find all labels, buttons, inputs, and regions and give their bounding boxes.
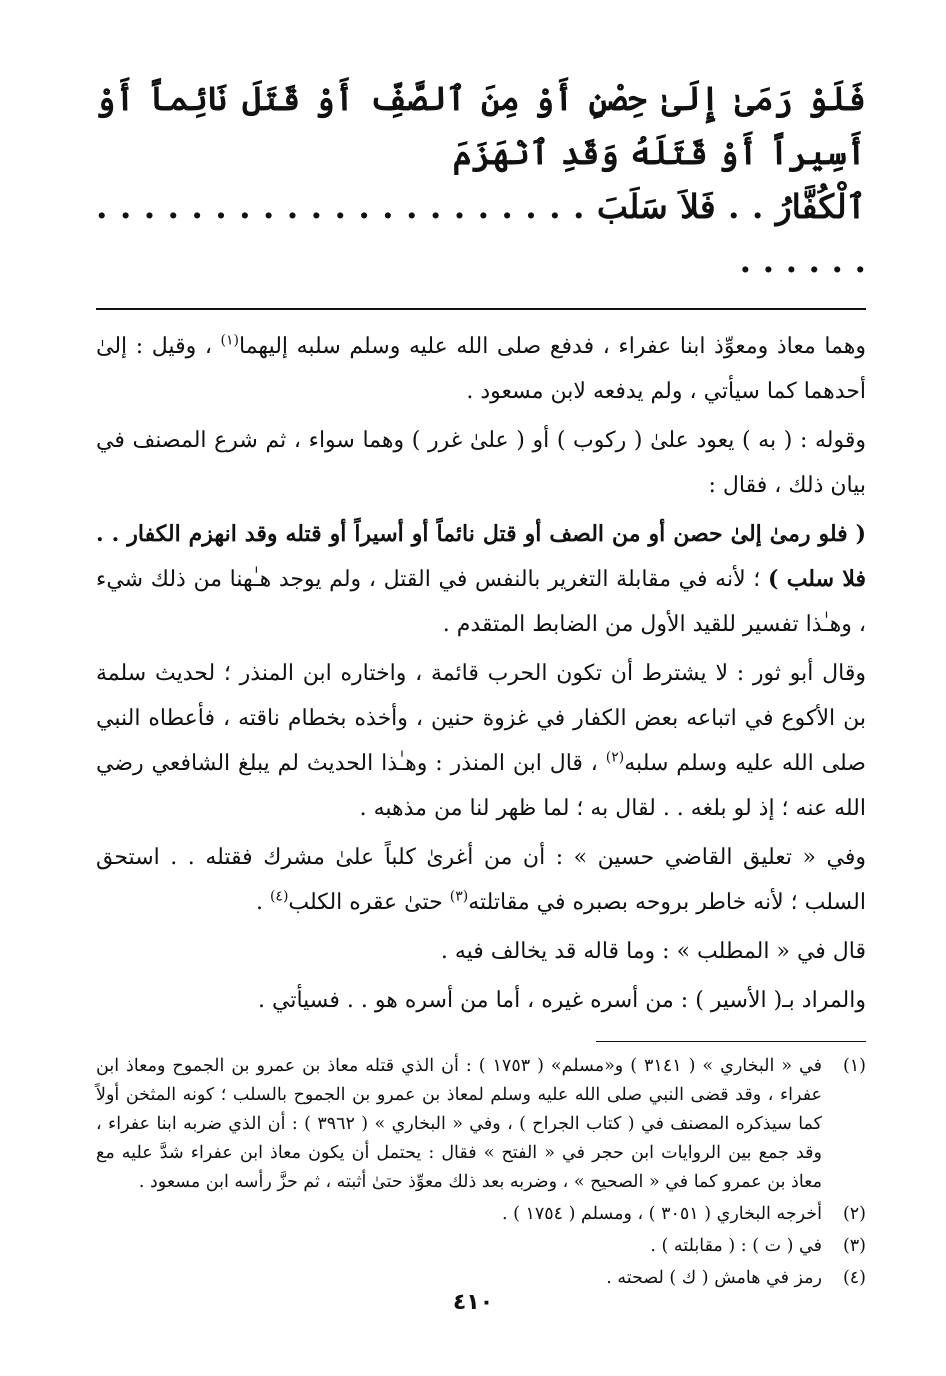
sharh-p4-text-b: ، قال ابن المنذر : وهـٰذا الحديث لم يبلغ الشافعي رضي الله عنه ؛ إذ لو بلغه . . لقال به ؛ لما ظهر لنا من مذهبه . — [96, 751, 866, 821]
page-number: ٤١٠ — [452, 1290, 494, 1315]
footnote-ref-2: (٢) — [605, 749, 625, 766]
footnote-ref-4: (٤) — [269, 888, 289, 905]
sharh-p5-text-b: حتىٰ عقره الكلب — [288, 890, 450, 915]
footnote — [96, 1232, 866, 1261]
footnote-number: (٤) — [842, 1268, 866, 1288]
sharh-p1-text-a: وهما معاذ ومعوِّذ ابنا عفراء ، فدفع صلى الله عليه وسلم سلبه إليهما — [239, 334, 867, 359]
footnote-number: (٣) — [842, 1236, 866, 1256]
sharh-p5-text-c: . — [255, 890, 270, 915]
sharh-text — [96, 324, 866, 1023]
footnote-number: (٢) — [842, 1204, 866, 1224]
sharh-paragraph-4 — [96, 651, 866, 831]
footnote-text: رمز في هامش ( ك ) لصحته . — [606, 1268, 822, 1288]
sharh-paragraph-2: وقوله : ( به ) يعود علىٰ ( ركوب ) أو ( علىٰ غرر ) وهما سواء ، ثم شرع المصنف في بيان ذلك ، فقال : — [96, 428, 866, 498]
sharh-paragraph-3 — [96, 512, 866, 647]
matn-line-2-text: ٱلْكُفَّارُ . . فَلاَ سَلَبَ — [596, 187, 866, 226]
footnote-number: (١) — [842, 1056, 866, 1076]
matn-divider — [96, 308, 866, 310]
sharh-paragraph-5 — [96, 835, 866, 925]
footnote-text: أخرجه البخاري ( ٣٠٥١ ) ، ومسلم ( ١٧٥٤ ) . — [501, 1204, 822, 1224]
footnote-ref-3: (٣) — [449, 888, 469, 905]
sharh-p5-text-a: وفي « تعليق القاضي حسين » : أن من أغرىٰ كلباً علىٰ مشرك فقتله . . استحق السلب ؛ لأنه خاطر بروحه بصبره في مقاتلته — [96, 845, 866, 915]
page-body — [96, 60, 866, 1296]
matn-line-2 — [96, 180, 866, 288]
footnote — [96, 1200, 866, 1229]
sharh-p1-text-b: ، وقيل : إلىٰ أحدهما كما سيأتي ، ولم يدفعه لابن مسعود . — [96, 334, 866, 404]
sharh-paragraph-6: قال في « المطلب » : وما قاله قد يخالف فيه . — [440, 939, 866, 964]
footnote — [96, 1264, 866, 1293]
footnote-ref-1: (١) — [220, 332, 239, 349]
matn-text — [96, 72, 866, 288]
footnote — [96, 1052, 866, 1197]
sharh-paragraph-1 — [96, 324, 866, 414]
matn-line-1: فَلَوْ رَمَىٰ إِلَىٰ حِصْنٍ أَوْ مِنَ ٱلصَّفِّ أَوْ قَتَلَ نَائِماً أَوْ أَسِيراً أَوْ قَتَلَهُ وَقَدِ ٱنْهَزَمَ — [96, 79, 866, 172]
matn-dots: . . . . . . . . . . . . . . . . . . . . . . . . . . . — [96, 187, 866, 280]
sharh-paragraph-7: والمراد بـ( الأسير ) : من أسره غيره ، أما من أسره هو . . فسيأتي . — [258, 988, 866, 1013]
footnote-text: في ( ت ) : ( مقابلته ) . — [650, 1236, 822, 1256]
footnote-text: في « البخاري » ( ٣١٤١ ) و«مسلم» ( ١٧٥٣ ) : أن الذي قتله معاذ بن عمرو بن الجموح ومعاذ ابن عفراء ، وقد قضى النبي صلى الله عليه وسلم لمعاذ بن عمرو بن الجموح بالسلب ؛ كونه المثخن أولاً كما سيذكره المصنف في ( كتاب الجراح ) ، وفي « البخاري » ( ٣٩٦٢ ) : أن الذي ضربه ابنا عفراء ، وقد جمع بين الروايات ابن حجر في « الفتح » فقال : يحتمل أن يكون معاذ ابن عفراء شدَّ عليه مع معاذ بن عمرو كما في « الصحيح » ، وضربه بعد ذلك معوِّذ حتىٰ أثبته ، ثم حزَّ رأسه ابن مسعود . — [96, 1056, 823, 1192]
quoted-matn: ( فلو رمىٰ إلىٰ حصن أو من الصف أو قتل نائماً أو أسيراً أو قتله وقد انهزم الكفار . . فلا سلب ) — [96, 521, 866, 592]
sharh-p3-text: ؛ لأنه في مقابلة التغرير بالنفس في القتل ، ولم يوجد هـٰهنا من ذلك شيء ، وهـٰذا تفسير للقيد الأول من الضابط المتقدم . — [96, 567, 866, 637]
footnotes — [96, 1052, 866, 1293]
footnote-divider — [596, 1041, 866, 1042]
sharh-p4-text-a: وقال أبو ثور : لا يشترط أن تكون الحرب قائمة ، واختاره ابن المنذر ؛ لحديث سلمة بن الأكوع في اتباعه بعض الكفار في غزوة حنين ، وأخذه بخطام ناقته ، فأعطاه النبي صلى الله عليه وسلم سلبه — [96, 661, 866, 776]
